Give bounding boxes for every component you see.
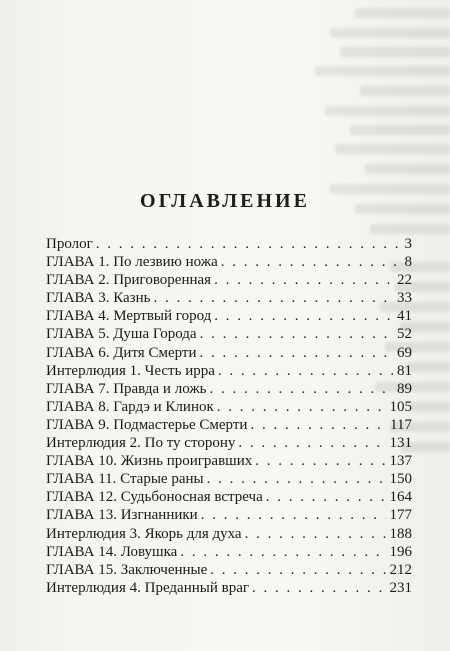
toc-entry-page-number: 81 [397,362,412,379]
table-of-contents [46,235,412,597]
toc-entry-title: Интерлюдия 4. Преданный враг [46,579,249,596]
toc-entry-title: Пролог [46,236,93,252]
toc-entry-title: ГЛАВА 1. По лезвию ножа [46,254,218,271]
toc-entry-title: ГЛАВА 10. Жизнь проигравших [46,453,253,470]
toc-entry-page-number: 137 [389,453,412,470]
toc-entry-page-number: 41 [397,308,412,325]
bleed-through-line [360,86,450,96]
toc-entry-title: ГЛАВА 6. Дитя Смерти [46,344,197,361]
dot-leader [238,434,385,452]
dot-leader [210,561,385,579]
toc-entry-page-number: 89 [397,380,412,397]
toc-entry [46,344,412,362]
toc-entry-title: ГЛАВА 9. Подмастерье Смерти [46,416,248,433]
toc-entry-title: Интерлюдия 1. Честь ирра [46,362,215,379]
toc-entry [46,579,412,597]
toc-entry-page-number: 212 [389,561,412,578]
dot-leader [218,362,393,380]
dot-leader [153,289,393,307]
toc-entry [46,525,412,543]
dot-leader [180,543,385,561]
dot-leader [200,344,394,362]
bleed-through-line [315,66,450,76]
toc-entry-title: ГЛАВА 8. Гардэ и Клинок [46,398,214,415]
bleed-through-line [365,164,450,174]
toc-entry [46,307,412,325]
toc-entry-title: ГЛАВА 14. Ловушка [46,543,178,560]
toc-entry-title: ГЛАВА 4. Мертвый город [46,308,212,325]
toc-entry-title: ГЛАВА 12. Судьбоносная встреча [46,489,263,506]
toc-entry-page-number: 3 [404,236,412,252]
bleed-through-line [350,125,450,135]
toc-entry-title: ГЛАВА 2. Приговоренная [46,272,212,289]
toc-entry-title: ГЛАВА 13. Изгнанники [46,507,198,524]
toc-entry-page-number: 177 [389,507,412,524]
toc-entry-page-number: 8 [404,254,412,271]
toc-entry [46,561,412,579]
toc-entry-page-number: 231 [389,579,412,596]
toc-entry [46,416,412,434]
toc-entry [46,488,412,506]
dot-leader [214,307,393,325]
toc-entry [46,452,412,470]
toc-entry [46,362,412,380]
dot-leader [207,470,386,488]
dot-leader [255,452,385,470]
toc-entry-page-number: 22 [397,272,412,289]
toc-entry-title: ГЛАВА 15. Заключенные [46,561,208,578]
dot-leader [266,488,386,506]
toc-entry-page-number: 196 [389,543,412,560]
bleed-through-line [340,47,450,57]
toc-entry-title: Интерлюдия 3. Якорь для духа [46,525,242,542]
bleed-through-line [330,28,450,38]
dot-leader [214,271,393,289]
dot-leader [250,416,386,434]
toc-entry-title: ГЛАВА 5. Душа Города [46,326,197,343]
toc-entry-page-number: 105 [389,398,412,415]
bleed-through-line [410,402,450,412]
toc-entry [46,289,412,307]
toc-entry [46,253,412,271]
toc-entry [46,380,412,398]
dot-leader [245,525,386,543]
bleed-through-line [370,224,450,234]
dot-leader [210,380,393,398]
toc-entry-page-number: 33 [397,290,412,307]
toc-entry [46,235,412,253]
dot-leader [217,398,386,416]
toc-entry-page-number: 164 [389,489,412,506]
dot-leader [200,325,393,343]
bleed-through-line [335,144,450,154]
toc-entry-page-number: 52 [397,326,412,343]
dot-leader [221,253,398,271]
toc-entry [46,470,412,488]
toc-entry-page-number: 188 [389,525,412,542]
page-title: ОГЛАВЛЕНИЕ [140,190,310,212]
toc-entry [46,271,412,289]
toc-entry [46,543,412,561]
toc-entry-page-number: 117 [390,416,412,433]
toc-entry [46,434,412,452]
dot-leader [201,506,386,524]
toc-entry-title: ГЛАВА 3. Казнь [46,290,151,307]
toc-entry-page-number: 69 [397,344,412,361]
dot-leader [96,235,398,253]
toc-entry-page-number: 131 [389,435,412,452]
toc-entry-title: ГЛАВА 7. Правда и ложь [46,380,207,397]
toc-entry [46,325,412,343]
toc-entry-title: Интерлюдия 2. По ту сторону [46,435,236,452]
toc-entry [46,506,412,524]
dot-leader [252,579,386,597]
bleed-through-line [355,8,450,18]
toc-entry-title: ГЛАВА 11. Старые раны [46,471,204,488]
toc-entry [46,398,412,416]
bleed-through-line [325,106,450,116]
toc-entry-page-number: 150 [389,471,412,488]
